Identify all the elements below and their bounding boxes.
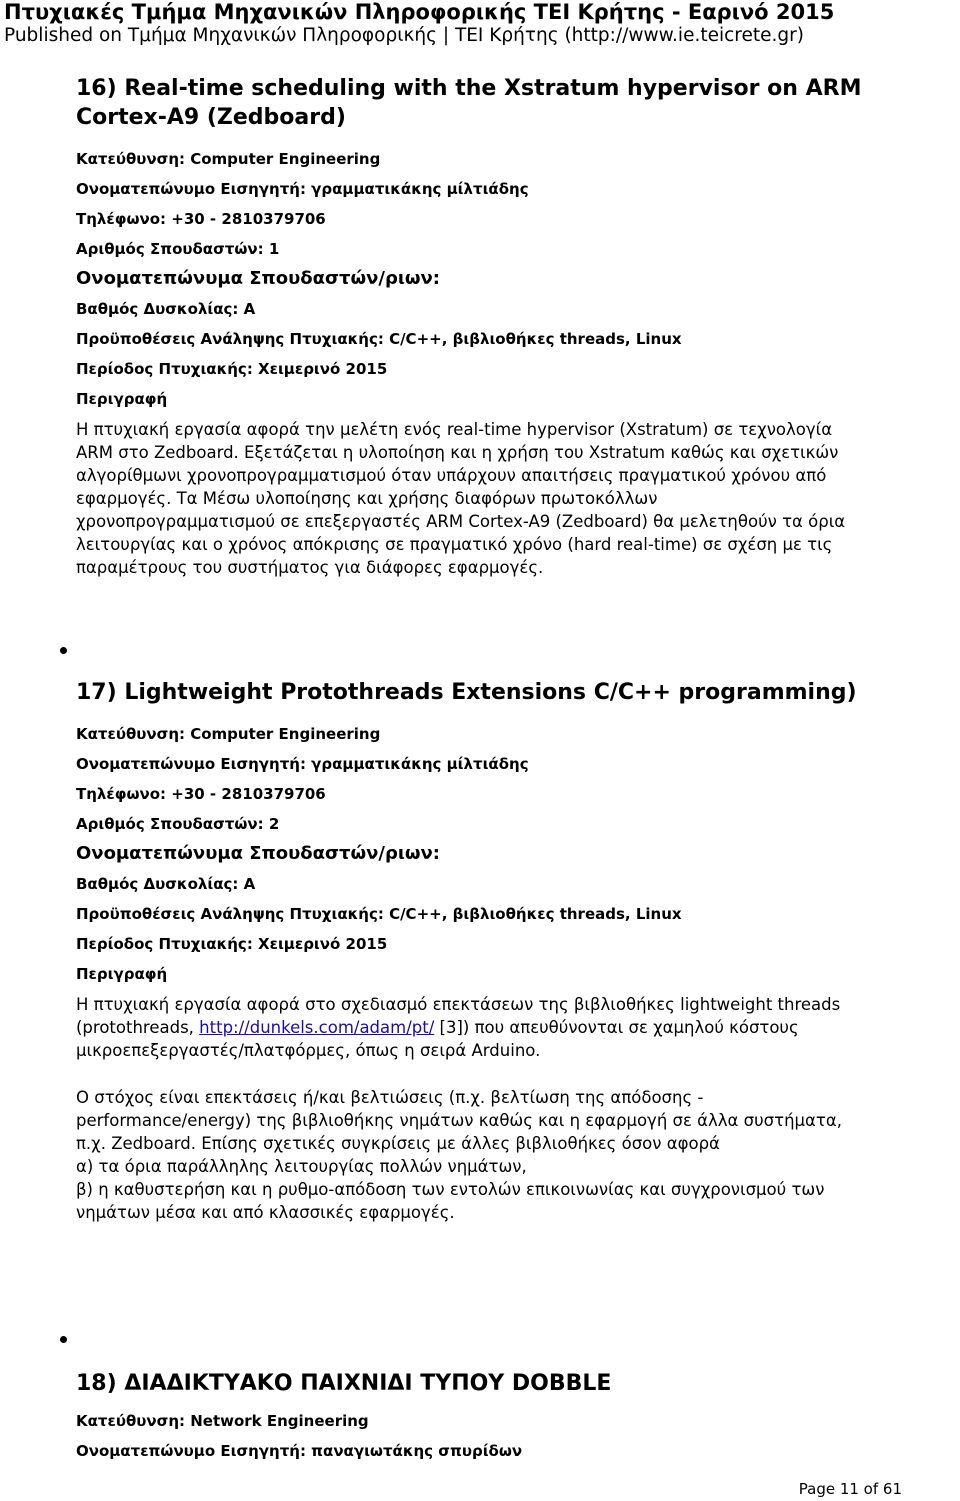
direction-field: Κατεύθυνση: Computer Engineering [76, 150, 381, 168]
students-names-field: Ονοματεπώνυμα Σπουδαστών/ριων: [76, 843, 440, 864]
description-line: μικροεπεξεργαστές/πλατφόρμες, όπως η σειρά Arduino. [76, 1041, 541, 1060]
goal-line: α) τα όρια παράλληλης λειτουργίας πολλών νημάτων, [76, 1157, 527, 1176]
description-line: εφαρμογές. Τα Μέσω υλοποίησης και χρήσης διαφόρων πρωτοκόλλων [76, 489, 658, 508]
text-span: (protothreads, [76, 1018, 200, 1037]
section-title: 16) Real-time scheduling with the Xstratum hypervisor on ARM Cortex-A9 (Zedboard) [76, 76, 862, 130]
description-line: παραμέτρους του συστήματος για διάφορες εφαρμογές. [76, 558, 544, 577]
published-line: Published on Τμήμα Μηχανικών Πληροφορικής | ΤΕΙ Κρήτης (http://www.ie.teicrete.gr) [4, 25, 804, 46]
section-17 [76, 678, 944, 1224]
students-count-field: Αριθμός Σπουδαστών: 1 [76, 240, 280, 258]
section-16 [76, 74, 944, 579]
goal-line: performance/energy) της βιβλιοθήκης νημάτων καθώς και η εφαρμογή σε άλλα συστήματα, [76, 1111, 842, 1130]
supervisor-field: Ονοματεπώνυμο Εισηγητή: παναγιωτάκης σπυρίδων [76, 1442, 523, 1460]
prerequisites-field: Προϋποθέσεις Ανάληψης Πτυχιακής: C/C++, βιβλιοθήκες threads, Linux [76, 905, 682, 923]
period-field: Περίοδος Πτυχιακής: Χειμερινό 2015 [76, 935, 388, 953]
goal-text [76, 1086, 944, 1224]
description-line: Η πτυχιακή εργασία αφορά στο σχεδιασμό επεκτάσεων της βιβλιοθήκες lightweight threads [76, 995, 841, 1014]
description-label: Περιγραφή [76, 390, 168, 408]
description-line: χρονοπρογραμματισμού σε επεξεργαστές ARM Cortex-A9 (Zedboard) θα μελετηθούν τα όρια [76, 512, 846, 531]
students-count-field: Αριθμός Σπουδαστών: 2 [76, 815, 280, 833]
protothreads-link[interactable]: http://dunkels.com/adam/pt/ [199, 1018, 435, 1037]
description-text [76, 993, 944, 1062]
goal-line: νημάτων μέσα και από κλασσικές εφαρμογές. [76, 1203, 455, 1222]
page-header [0, 0, 960, 47]
direction-field: Κατεύθυνση: Computer Engineering [76, 725, 381, 743]
phone-field: Τηλέφωνο: +30 - 2810379706 [76, 785, 326, 803]
difficulty-field: Βαθμός Δυσκολίας: Α [76, 300, 256, 318]
phone-field: Τηλέφωνο: +30 - 2810379706 [76, 210, 326, 228]
prerequisites-field: Προϋποθέσεις Ανάληψης Πτυχιακής: C/C++, βιβλιοθήκες threads, Linux [76, 330, 682, 348]
period-field: Περίοδος Πτυχιακής: Χειμερινό 2015 [76, 360, 388, 378]
difficulty-field: Βαθμός Δυσκολίας: Α [76, 875, 256, 893]
description-line [76, 1016, 944, 1039]
description-line: αλγορίθμωνι χρονοπρογραμματισμού όταν υπάρχουν απαιτήσεις πραγματικού χρόνου από [76, 466, 827, 485]
site-title: Πτυχιακές Τμήμα Μηχανικών Πληροφορικής ΤΕΙ Κρήτης - Εαρινό 2015 [4, 0, 835, 24]
section-18 [76, 1369, 944, 1460]
goal-line: β) η καθυστερήση και η ρυθμο-απόδοση των εντολών επικοινωνίας και συγχρονισμού των [76, 1180, 825, 1199]
goal-line: Ο στόχος είναι επεκτάσεις ή/και βελτιώσεις (π.χ. βελτίωση της απόδοσης - [76, 1088, 704, 1107]
list-bullet [60, 647, 67, 654]
text-span: [3]) που απευθύνονται σε χαμηλού κόστους [434, 1018, 799, 1037]
supervisor-field: Ονοματεπώνυμο Εισηγητή: γραμματικάκης μίλτιάδης [76, 180, 529, 198]
goal-line: π.χ. Zedboard. Επίσης σχετικές συγκρίσεις με άλλες βιβλιοθήκες όσον αφορά [76, 1134, 720, 1153]
students-names-field: Ονοματεπώνυμα Σπουδαστών/ριων: [76, 268, 440, 289]
page-number: Page 11 of 61 [798, 1480, 902, 1498]
section-title: 17) Lightweight Protothreads Extensions C/C++ programming) [76, 680, 857, 705]
description-label: Περιγραφή [76, 965, 168, 983]
direction-field: Κατεύθυνση: Network Engineering [76, 1412, 369, 1430]
description-text [76, 418, 944, 579]
description-line: ARM στο Zedboard. Εξετάζεται η υλοποίηση και η χρήση του Xstratum καθώς και σχετικών [76, 443, 839, 462]
description-line: Η πτυχιακή εργασία αφορά την μελέτη ενός real-time hypervisor (Xstratum) σε τεχνολογία [76, 420, 833, 439]
list-bullet [60, 1336, 67, 1343]
description-line: λειτουργίας και ο χρόνος απόκρισης σε πραγματικό χρόνο (hard real-time) σε σχέση με τις [76, 535, 833, 554]
supervisor-field: Ονοματεπώνυμο Εισηγητή: γραμματικάκης μίλτιάδης [76, 755, 529, 773]
section-title: 18) ΔΙΑΔΙΚΤΥΑΚΟ ΠΑΙΧΝΙΔΙ ΤΥΠΟΥ DOBBLE [76, 1371, 612, 1396]
